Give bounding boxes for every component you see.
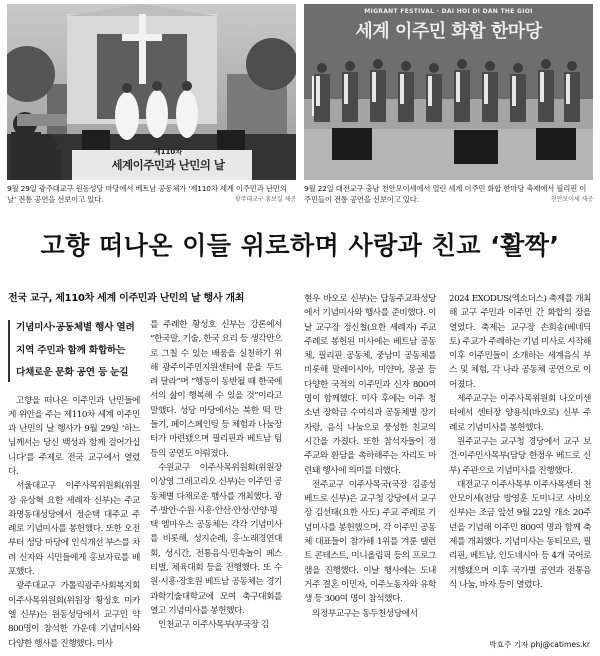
paragraph: 현우 바오로 신부)는 답동주교좌성당에서 기념미사와 행사를 준비했다. 이날 교구장 정신철(요한 세례자) 주교 주례로 봉헌된 미사에는 베트남 공동체, 필리핀 공동체, 중남미 공동체를 비롯해 말레이시아, 미얀마, 몽골 등 다양한 국적의 이주민과 신자 800여 명이 함께했다. 미사 후에는 이주 청소년 장학금 수여식과 공동체별 장기자랑, 음식 나눔으로 풍성한 친교의 시간을 가졌다. 또한 참석자들이 정 주교와 환담을 촉하해주는 자리도 마련돼 행사에 의미를 더했다. xyxy=(304,294,436,476)
subheadline: 전국 교구, 제110차 세계 이주민과 난민의 날 행사 개최 xyxy=(8,293,245,304)
paragraph: 전주교구 이주사목국(국장 김종성 베드로 신부)은 교구청 강당에서 교구장 김선태(요한 사도) 주교 주례로 기념미사를 봉헌했으며, 각 이주민 공동체 대표들이 참가해 1위를 겨룬 탤런트 콘테스트, 미니올림픽 등의 프로그램을 진행했다. 이날 행사에는 도내 거주 결혼 이민자, 이주노동자와 유학생 등 300여 명이 참석했다. xyxy=(304,479,436,605)
caption-right-credit: 천안모이세 제공 xyxy=(550,196,593,203)
paragraph: 인천교구 이주사목부(부국장 김 xyxy=(158,620,269,631)
photo-right xyxy=(304,4,593,180)
caption-left-credit: 광주대교구 홍보실 제공 xyxy=(234,196,296,203)
caption-right-text: 9월 22일 대전교구 충남 천안모이세에서 열린 세계 이주민 화합 한마당 축제에서 필리핀 이주민들이 전통 공연을 선보이고 있다. xyxy=(304,184,587,204)
paragraph: 고향을 떠나온 이주민과 난민들에게 위안을 주는 제110차 세계 이주민과 난민의 날 행사가 9월 29일 ‘하느님께서는 당신 백성과 함께 걸어가십니다’를 주제로 전국 교구에서 열렸다. xyxy=(8,395,140,477)
photo-left xyxy=(7,4,296,180)
paragraph: 의정부교구는 동두천성당에서 xyxy=(312,608,418,619)
paragraph: 원주교구는 교구청 경당에서 교구 보건·이주민사목부(담당 한정우 베드로 신부) 주관으로 기념미사를 진행했다. xyxy=(449,436,591,476)
paragraph: 2024 EXODUS(엑소더스) 축제를 개최해 교구 주민과 이주민 간 화합의 장을 열었다. 축제는 교구장 손희송(베네딕토) 주교가 주례하는 기념 미사로 시작해 이후 이주민들이 소개하는 세계음식 부스 및 체험, 각 나라 공동체 공연으로 이어졌다. xyxy=(449,294,591,390)
paragraph: 광주대교구 가톨릭광주사회복지회 이주사목위원회(위원장 황성호 미카엘 신부)는 원동성당에서 교구민 약 800명이 참석한 가운데 기념미사와 다양한 행사를 진행했다. 미사 xyxy=(8,581,140,649)
paragraph: 제주교구는 이주사목위원회 나오미센터에서 센터장 양용석(바오로) 신부 주례로 기념미사를 봉헌했다. xyxy=(449,394,591,433)
paragraph: 대전교구 이주사목부 이주사목센터 천안모이세(전담 방영훈 도미니코 사비오 신부)는 조금 앞선 9월 22일 개소 20주년을 기념해 이주민 800여 명과 함께 축제를 개최했다. 기념미사는 동티모르, 필리핀, 베트남, 인도네시아 등 4개 국어로 거행됐으며 이후 국가별 공연과 전통음식 나눔, 바자 등이 열렸다. xyxy=(449,479,592,590)
banner-left-small: 제110차 xyxy=(153,148,183,156)
byline: 박효주 기자 phj@catimes.kr xyxy=(489,640,590,649)
column-3 xyxy=(304,292,436,621)
pull-line-2: 지역 주민과 함께 화합하는 xyxy=(16,344,126,356)
caption-left-text: 9월 29일 광주대교구 원동성당 마당에서 베트남 공동체가 ‘제110차 세계 이주민과 난민의 날’ 전통 공연을 선보이고 있다. xyxy=(7,184,287,204)
pull-quote xyxy=(8,320,140,382)
paragraph: 를 주례한 황성호 신부는 강론에서 “한국말, 기술, 한국 요리 등 생각만으로 그칠 수 있는 배움을 실천하기 위해 광주이주민지원센터에 문을 두드려 달라”며 “행동이 동반될 때 한국에서의 삶이 행복해 수 있을 것”이라고 말했다. 성당 마당에서는 북한 떡 만들기, 페이스페인팅 등 체험과 나눔장터가 마련됐으며 필리핀과 베트남 팀 등의 공연도 이뤄졌다. xyxy=(150,320,282,459)
column-4 xyxy=(449,292,591,592)
pull-line-3: 다채로운 문화 공연 등 눈길 xyxy=(16,367,129,378)
column-2 xyxy=(150,318,282,633)
banner-right-title: 세계 이주민 화합 한마당 xyxy=(355,21,542,42)
caption-left xyxy=(7,183,296,205)
banner-left-title: 세계이주민과 난민의 날 xyxy=(111,158,225,172)
pull-line-1: 기념미사·공동체별 행사 열려 xyxy=(16,322,135,333)
paragraph: 수원교구 이주사목위원회(위원장 이상영 그레고리오 신부)는 이주민 공동체별 다채로운 행사를 개최했다. 광주·발안·수원·시흥·안산·안성·안양·평택 엠마우스 공동체는 각각 기념미사를 비롯해, 성지순례, 홍·노래경연대회, 성시간, 전통음식·민속놀이 페스티벌, 체육대회 등을 진행했다. 또 수원·시흥·장호원 베트남 공동체는 경기과학기술대학교에 모여 축구대회를 열고 기념미사를 봉헌했다. xyxy=(150,462,282,616)
paragraph: 서울대교구 이주사목위원회(위원장 유상혁 요한 세례자 신부)는 주교좌명동대성당에서 정순택 대주교 주례로 기념미사를 봉헌했다. 또한 오전부터 성당 마당에 인식개선 부스를 차려 신자와 시민들에게 홍보자료를 배포했다. xyxy=(8,481,140,578)
banner-right-latin: MIGRANT FESTIVAL · DAI HOI DI DAN THE GIOI xyxy=(364,8,533,15)
headline: 고향 떠나온 이들 위로하며 사랑과 친교 ‘활짝’ xyxy=(40,231,560,260)
caption-right xyxy=(304,183,593,205)
